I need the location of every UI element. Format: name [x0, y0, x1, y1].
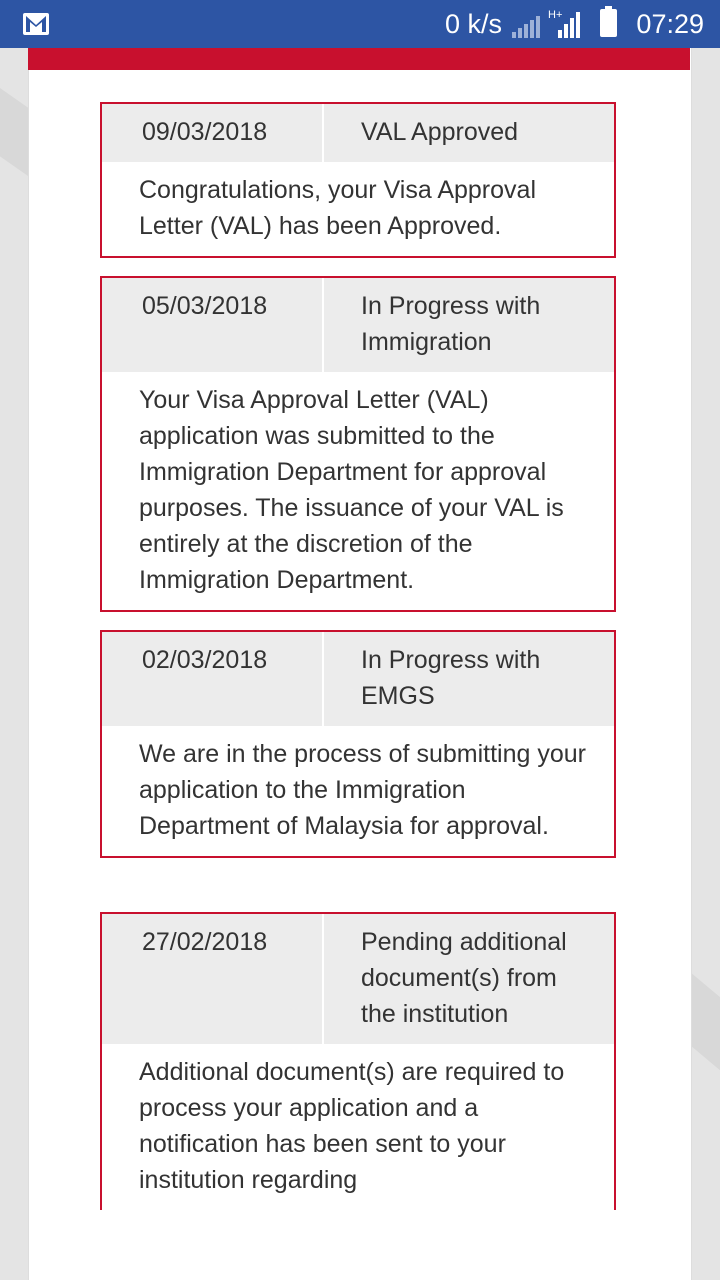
status-bar: [0, 0, 720, 48]
status-entry: [100, 912, 616, 1210]
entry-header: [102, 104, 614, 162]
entry-header: [102, 278, 614, 372]
entry-description: Congratulations, your Visa Approval Letter (VAL) has been Approved.: [139, 176, 536, 240]
entry-description: Your Visa Approval Letter (VAL) application was submitted to the Immigration Department for approval purposes. The issuance of your VAL is entirely at the discretion of the Immigration Department.: [139, 386, 564, 594]
status-entry: [100, 630, 616, 858]
entry-header: [102, 914, 614, 1044]
network-type-label: H+: [548, 9, 563, 21]
network-speed: 0 k/s: [444, 9, 502, 39]
card-header-bar: [28, 48, 690, 70]
entry-date: 09/03/2018: [102, 104, 324, 162]
entry-status: In Progress with EMGS: [361, 646, 541, 710]
entry-date: 05/03/2018: [102, 278, 324, 372]
entry-description: We are in the process of submitting your application to the Immigration Department of Malaysia for approval.: [139, 740, 586, 840]
battery-icon: [600, 9, 617, 37]
entry-description: Additional document(s) are required to process your application and a notification has been sent to your institution regarding: [139, 1058, 565, 1194]
entry-header: [102, 632, 614, 726]
clock: 07:29: [636, 9, 704, 39]
entry-status: Pending additional document(s) from the institution: [361, 928, 567, 1028]
entry-status: VAL Approved: [361, 118, 519, 146]
entry-status: In Progress with Immigration: [361, 292, 541, 356]
status-entry: [100, 102, 616, 258]
gmail-notification-icon: [22, 12, 50, 36]
entry-date: 27/02/2018: [102, 914, 324, 1044]
status-entry: [100, 276, 616, 612]
signal-strength-icon: [512, 8, 588, 38]
entry-date: 02/03/2018: [102, 632, 324, 726]
